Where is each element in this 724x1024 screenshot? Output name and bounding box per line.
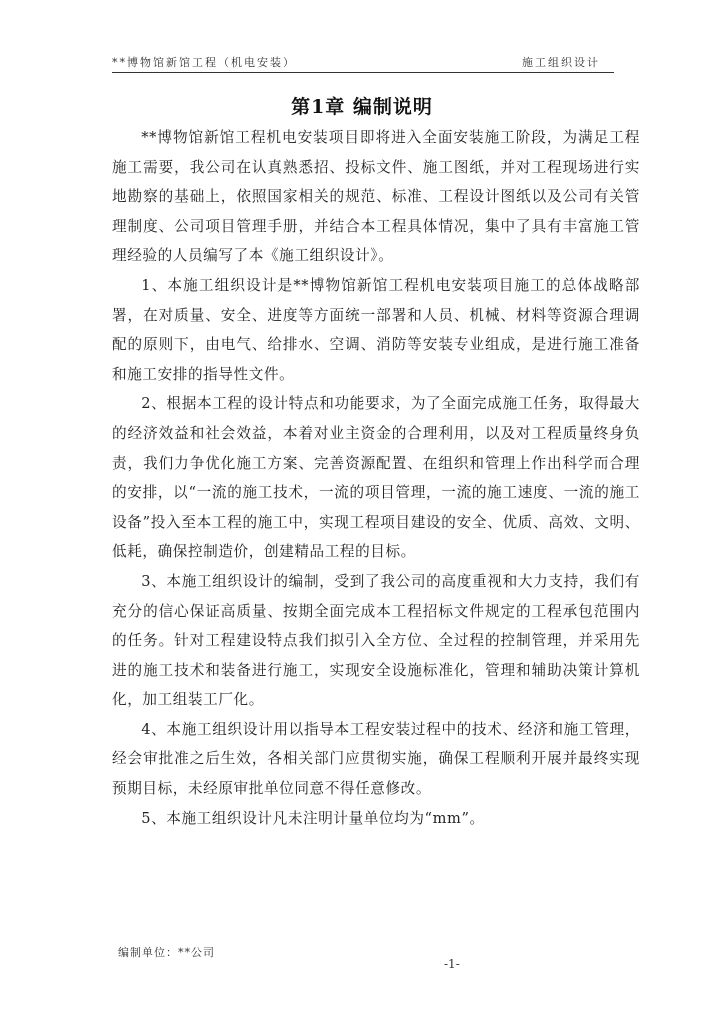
paragraph-intro: **博物馆新馆工程机电安装项目即将进入全面安装施工阶段，为满足工程施工需要，我公司在认真熟悉招、投标文件、施工图纸，并对工程现场进行实地勘察的基础上，依照国家相关的规范、标准、工程设计图纸以及公司有关管理制度、公司项目管理手册，并结合本工程具体情况，集中了具有丰富施工管理经验的人员编写了本《施工组织设计》。 <box>112 129 640 265</box>
paragraph-item-5: 5、本施工组织设计凡未注明计量单位均为“mm”。 <box>141 809 485 827</box>
header-project-title: **博物馆新馆工程（机电安装） <box>112 56 296 69</box>
paragraph-item-4: 4、本施工组织设计用以指导本工程安装过程中的技术、经济和施工管理，经会审批准之后生效，各相关部门应贯彻实施，确保工程顺利开展并最终实现预期目标，未经原审批单位同意不得任意修改。 <box>112 720 640 798</box>
page-number: -1- <box>444 957 460 971</box>
header-document-type: 施工组织设计 <box>522 56 600 69</box>
paragraph-item-2: 2、根据本工程的设计特点和功能要求，为了全面完成施工任务，取得最大的经济效益和社会效益，本着对业主资金的合理利用，以及对工程质量终身负责，我们力争优化施工方案、完善资源配置、在组织和管理上作出科学而合理的安排，以“一流的施工技术，一流的项目管理，一流的施工速度、一流的施工设备”投入至本工程的施工中，实现工程项目建设的安全、优质、高效、文明、低耗，确保控制造价，创建精品工程的目标。 <box>112 395 640 561</box>
body-text <box>112 123 640 833</box>
paragraph-item-3: 3、本施工组织设计的编制，受到了我公司的高度重视和大力支持，我们有充分的信心保证高质量、按期全面完成本工程招标文件规定的工程承包范围内的任务。针对工程建设特点我们拟引入全方位、全过程的控制管理，并采用先进的施工技术和装备进行施工，实现安全设施标准化，管理和辅助决策计算机化，加工组装工厂化。 <box>112 572 640 709</box>
page-header <box>112 48 614 73</box>
footer-compiler-unit: 编制单位：**公司 <box>118 946 215 959</box>
chapter-title: 第1章 编制说明 <box>291 96 433 118</box>
paragraph-item-1: 1、本施工组织设计是**博物馆新馆工程机电安装项目施工的总体战略部署，在对质量、安全、进度等方面统一部署和人员、机械、材料等资源合理调配的原则下，由电气、给排水、空调、消防等安装专业组成，是进行施工准备和施工安排的指导性文件。 <box>112 276 640 383</box>
